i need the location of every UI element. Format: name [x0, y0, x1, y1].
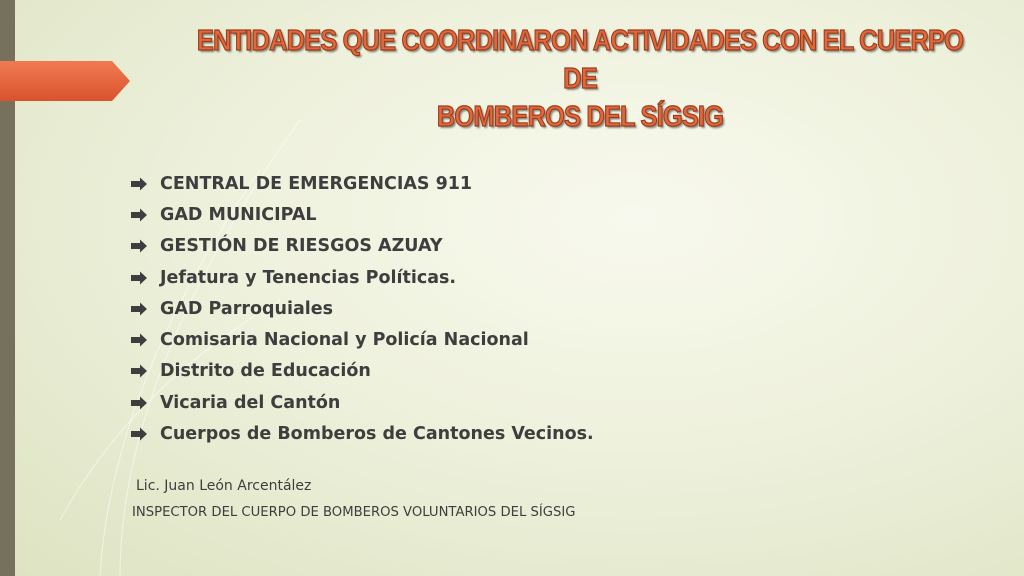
list-item — [130, 356, 594, 387]
signature-name: Lic. Juan León Arcentález — [136, 478, 312, 494]
right-arrow-icon — [130, 177, 148, 191]
list-item-label: Cuerpos de Bomberos de Cantones Vecinos. — [160, 424, 594, 445]
right-arrow-icon — [130, 239, 148, 253]
list-item-label: Distrito de Educación — [160, 361, 371, 382]
list-item — [130, 231, 594, 262]
right-arrow-icon — [130, 208, 148, 222]
title-line-1: ENTIDADES QUE COORDINARON ACTIVIDADES CON EL CUERPO DE — [196, 25, 964, 95]
slide-title — [193, 22, 967, 136]
list-item-label: Comisaria Nacional y Policía Nacional — [160, 330, 529, 351]
accent-tab — [0, 61, 130, 101]
right-arrow-icon — [130, 427, 148, 441]
right-arrow-icon — [130, 271, 148, 285]
list-item-label: GAD Parroquiales — [160, 298, 334, 319]
list-item-label: GAD MUNICIPAL — [160, 204, 317, 225]
list-item — [130, 168, 594, 199]
right-arrow-icon — [130, 396, 148, 410]
title-line-2: BOMBEROS DEL SÍGSIG — [436, 101, 724, 133]
signature-role: INSPECTOR DEL CUERPO DE BOMBEROS VOLUNTARIOS DEL SÍGSIG — [132, 505, 576, 520]
list-item — [130, 324, 594, 355]
right-arrow-icon — [130, 364, 148, 378]
list-item-label: Jefatura y Tenencias Políticas. — [160, 267, 457, 288]
list-item — [130, 262, 594, 293]
list-item — [130, 293, 594, 324]
entity-list — [130, 168, 594, 450]
list-item-label: GESTIÓN DE RIESGOS AZUAY — [160, 236, 443, 257]
list-item-label: CENTRAL DE EMERGENCIAS 911 — [160, 173, 473, 194]
right-arrow-icon — [130, 302, 148, 316]
right-arrow-icon — [130, 333, 148, 347]
list-item — [130, 418, 594, 449]
list-item-label: Vicaria del Cantón — [160, 392, 341, 413]
list-item — [130, 387, 594, 418]
list-item — [130, 199, 594, 230]
